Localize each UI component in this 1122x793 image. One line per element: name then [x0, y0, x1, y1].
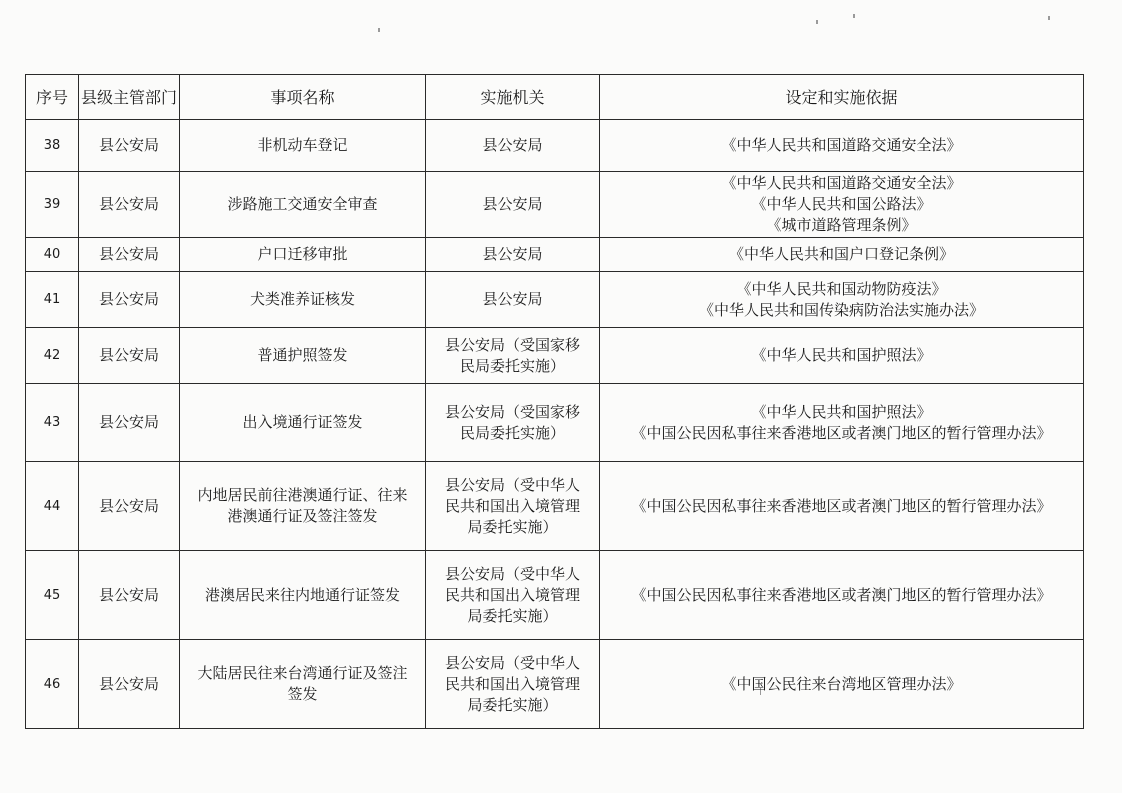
row-basis: 《中华人民共和国户口登记条例》 — [600, 238, 1084, 272]
header-agency: 实施机关 — [426, 75, 600, 120]
row-dept: 县公安局 — [79, 328, 180, 384]
row-item: 涉路施工交通安全审查 — [180, 172, 426, 238]
row-agency: 县公安局 — [426, 120, 600, 172]
row-agency: 县公安局（受中华人 民共和国出入境管理 局委托实施） — [426, 462, 600, 551]
row-no: 46 — [26, 640, 79, 729]
items-table — [25, 74, 1084, 729]
row-item: 出入境通行证签发 — [180, 384, 426, 462]
table-row — [26, 640, 1084, 729]
row-basis: 《中华人民共和国动物防疫法》 《中华人民共和国传染病防治法实施办法》 — [600, 272, 1084, 328]
header-row — [26, 75, 1084, 120]
row-basis: 《中国公民因私事往来香港地区或者澳门地区的暂行管理办法》 — [600, 551, 1084, 640]
row-dept: 县公安局 — [79, 238, 180, 272]
row-no: 41 — [26, 272, 79, 328]
table-row — [26, 551, 1084, 640]
table-row — [26, 328, 1084, 384]
header-item: 事项名称 — [180, 75, 426, 120]
table-row — [26, 384, 1084, 462]
row-item: 大陆居民往来台湾通行证及签注 签发 — [180, 640, 426, 729]
row-dept: 县公安局 — [79, 272, 180, 328]
row-no: 38 — [26, 120, 79, 172]
row-item: 普通护照签发 — [180, 328, 426, 384]
row-dept: 县公安局 — [79, 640, 180, 729]
table-row — [26, 238, 1084, 272]
row-dept: 县公安局 — [79, 551, 180, 640]
row-agency: 县公安局（受中华人 民共和国出入境管理 局委托实施） — [426, 640, 600, 729]
row-dept: 县公安局 — [79, 172, 180, 238]
row-agency: 县公安局 — [426, 172, 600, 238]
row-dept: 县公安局 — [79, 384, 180, 462]
row-agency: 县公安局 — [426, 272, 600, 328]
row-item: 港澳居民来往内地通行证签发 — [180, 551, 426, 640]
row-agency: 县公安局 — [426, 238, 600, 272]
row-no: 44 — [26, 462, 79, 551]
row-no: 40 — [26, 238, 79, 272]
table-row — [26, 172, 1084, 238]
row-basis: 《中华人民共和国道路交通安全法》 — [600, 120, 1084, 172]
row-no: 45 — [26, 551, 79, 640]
row-basis: 《中国公民往来台湾地区管理办法》 — [600, 640, 1084, 729]
row-item: 非机动车登记 — [180, 120, 426, 172]
row-agency: 县公安局（受中华人 民共和国出入境管理 局委托实施） — [426, 551, 600, 640]
header-dept: 县级主管部门 — [79, 75, 180, 120]
table-row — [26, 120, 1084, 172]
row-item: 内地居民前往港澳通行证、往来 港澳通行证及签注签发 — [180, 462, 426, 551]
table-row — [26, 462, 1084, 551]
row-basis: 《中华人民共和国道路交通安全法》 《中华人民共和国公路法》 《城市道路管理条例》 — [600, 172, 1084, 238]
table-row — [26, 272, 1084, 328]
row-basis: 《中华人民共和国护照法》 — [600, 328, 1084, 384]
row-no: 42 — [26, 328, 79, 384]
row-agency: 县公安局（受国家移 民局委托实施） — [426, 384, 600, 462]
row-basis: 《中华人民共和国护照法》 《中国公民因私事往来香港地区或者澳门地区的暂行管理办法》 — [600, 384, 1084, 462]
row-dept: 县公安局 — [79, 462, 180, 551]
row-dept: 县公安局 — [79, 120, 180, 172]
row-item: 户口迁移审批 — [180, 238, 426, 272]
header-no: 序号 — [26, 75, 79, 120]
row-item: 犬类准养证核发 — [180, 272, 426, 328]
row-basis: 《中国公民因私事往来香港地区或者澳门地区的暂行管理办法》 — [600, 462, 1084, 551]
header-basis: 设定和实施依据 — [600, 75, 1084, 120]
row-agency: 县公安局（受国家移 民局委托实施） — [426, 328, 600, 384]
row-no: 39 — [26, 172, 79, 238]
row-no: 43 — [26, 384, 79, 462]
